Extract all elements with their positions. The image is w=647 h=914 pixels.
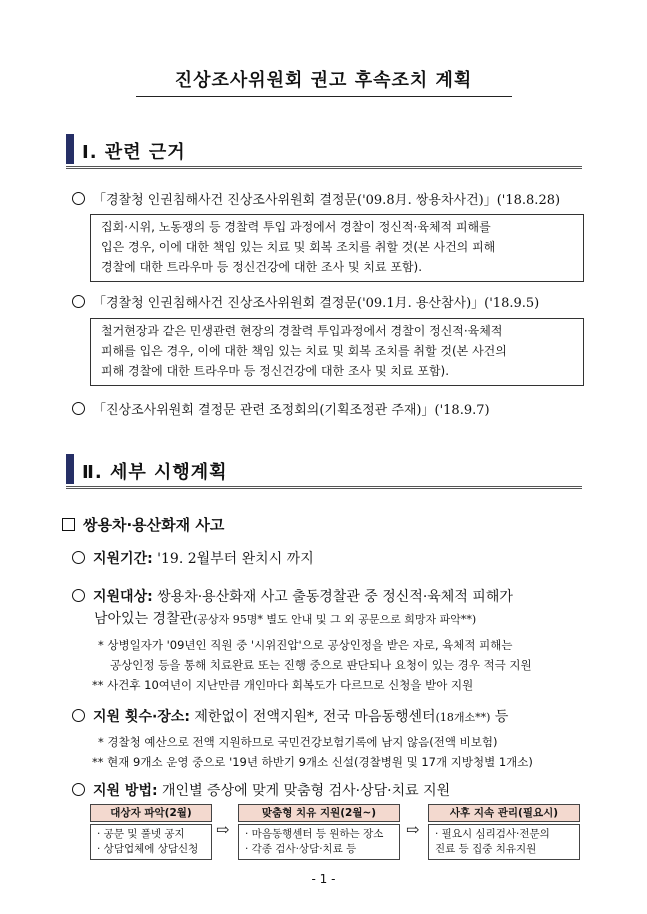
footnote: 공상인정 등을 통해 치료완료 또는 진행 중으로 판단되나 요청이 있는 경우 적극 지원 [110, 658, 532, 672]
support-period-label: 지원기간: [93, 551, 153, 567]
subsection-heading-text: 쌍용차·용산화재 사고 [83, 516, 225, 534]
circle-bullet-icon [72, 551, 85, 564]
support-count [72, 706, 508, 729]
support-count-label: 지원 횟수·장소: [93, 709, 190, 725]
flow-step-2 [238, 804, 400, 860]
section-2-heading: Ⅱ. 세부 시행계획 [82, 462, 228, 483]
basis-item-3-text: 「진상조사위원회 결정문 관련 조정회의(기획조정관 주재)」('18.9.7) [93, 403, 490, 418]
support-count-tail: 등 [494, 709, 509, 725]
flow-step-body [428, 824, 580, 860]
footnote: ** 사건후 10여년이 지난만큼 개인마다 회복도가 다르므로 신청을 받아 지원 [92, 678, 474, 692]
box-line: 경찰에 대한 트라우마 등 정신건강에 대한 조사 및 치료 포함). [101, 260, 423, 274]
box-line: 입은 경우, 이에 대한 책임 있는 치료 및 회복 조치를 취할 것(본 사건의 피해 [101, 240, 496, 254]
basis-item-2 [72, 295, 539, 313]
box-line: 철거현장과 같은 민생관련 현장의 경찰력 투입과정에서 경찰이 정신적·육체적 [101, 324, 503, 338]
circle-bullet-icon [72, 192, 85, 205]
footnote: ** 현재 9개소 운영 중으로 '19년 하반기 9개소 신설(경찰병원 및 17개 지방청별 1개소) [92, 755, 533, 769]
flow-step-3 [428, 804, 580, 860]
support-period [72, 548, 314, 570]
support-method-text: 개인별 증상에 맞게 맞춤형 검사·상담·치료 지원 [162, 783, 451, 799]
subsection-heading [62, 514, 224, 535]
section-marker [66, 454, 74, 484]
page-title: 진상조사위원회 권고 후속조치 계획 [174, 70, 473, 91]
flow-step-header: 사후 지속 관리(필요시) [428, 804, 580, 822]
footnote: * 상병일자가 '09년인 직원 중 '시위진압'으로 공상인정을 받은 자로, 육체적 피해는 [98, 638, 513, 652]
box-line: 피해를 입은 경우, 이에 대한 책임 있는 치료 및 회복 조치를 취할 것(본 사건의 [101, 344, 507, 358]
basis-item-3 [72, 402, 490, 420]
square-bullet-icon [62, 518, 75, 531]
right-arrow-icon: ⇨ [216, 820, 230, 839]
support-target-line2-text: 남아있는 경찰관 [94, 611, 194, 627]
support-target-line2 [94, 608, 476, 631]
box-line: 집회·시위, 노동쟁의 등 경찰력 투입 과정에서 경찰이 정신적·육체적 피해를 [101, 220, 491, 234]
flow-step-line: 진료 등 집중 치유지원 [435, 843, 537, 855]
page-number: - 1 - [311, 872, 336, 886]
flow-step-line: · 각종 검사·상담·치료 등 [245, 843, 357, 855]
section-rule [66, 486, 582, 489]
flow-step-line: · 필요시 심리검사·전문의 [435, 828, 550, 840]
box-line: 피해 경찰에 대한 트라우마 등 정신건강에 대한 조사 및 치료 포함). [101, 364, 450, 378]
section-1-heading: Ⅰ. 관련 근거 [82, 142, 186, 163]
support-target-note-inline: (공상자 95명* 별도 안내 및 그 외 공문으로 희망자 파악**) [193, 613, 477, 626]
basis-box-2 [90, 318, 584, 386]
support-method [72, 780, 450, 802]
flow-step-line: · 공문 및 풀넷 공지 [97, 828, 185, 840]
flow-step-line: · 상담업체에 상담신청 [97, 843, 199, 855]
footnote: * 경찰청 예산으로 전액 지원하므로 국민건강보험기록에 남지 않음(전액 비보험) [98, 735, 498, 749]
basis-item-1-text: 「경찰청 인권침해사건 진상조사위원회 결정문('09.8月. 쌍용차사건)」('18.8.28) [93, 193, 561, 208]
flow-step-body [90, 824, 212, 860]
basis-item-1 [72, 192, 560, 210]
right-arrow-icon: ⇨ [406, 820, 420, 839]
support-count-note-inline: (18개소**) [435, 711, 491, 724]
support-method-label: 지원 방법: [93, 783, 158, 799]
support-target-label: 지원대상: [93, 589, 153, 605]
support-count-text: 제한없이 전액지원*, 전국 마음동행센터 [194, 709, 436, 725]
support-target-text: 쌍용차·용산화재 사고 출동경찰관 중 정신적·육체적 피해가 [157, 589, 513, 605]
circle-bullet-icon [72, 783, 85, 796]
flow-step-body [238, 824, 400, 860]
flow-step-header: 대상자 파악(2월) [90, 804, 212, 822]
circle-bullet-icon [72, 402, 85, 415]
flow-step-line: · 마음동행센터 등 원하는 장소 [245, 828, 384, 840]
circle-bullet-icon [72, 709, 85, 722]
section-marker [66, 134, 74, 164]
flow-step-header: 맞춤형 치유 지원(2월~) [238, 804, 400, 822]
basis-box-1 [90, 214, 584, 282]
flow-step-1 [90, 804, 212, 860]
support-period-text: '19. 2월부터 완치시 까지 [157, 551, 314, 567]
title-underline [136, 96, 512, 97]
section-rule [66, 166, 582, 169]
circle-bullet-icon [72, 589, 85, 602]
basis-item-2-text: 「경찰청 인권침해사건 진상조사위원회 결정문('09.1月. 용산참사)」('18.9.5) [93, 296, 540, 311]
circle-bullet-icon [72, 295, 85, 308]
support-target [72, 586, 513, 608]
